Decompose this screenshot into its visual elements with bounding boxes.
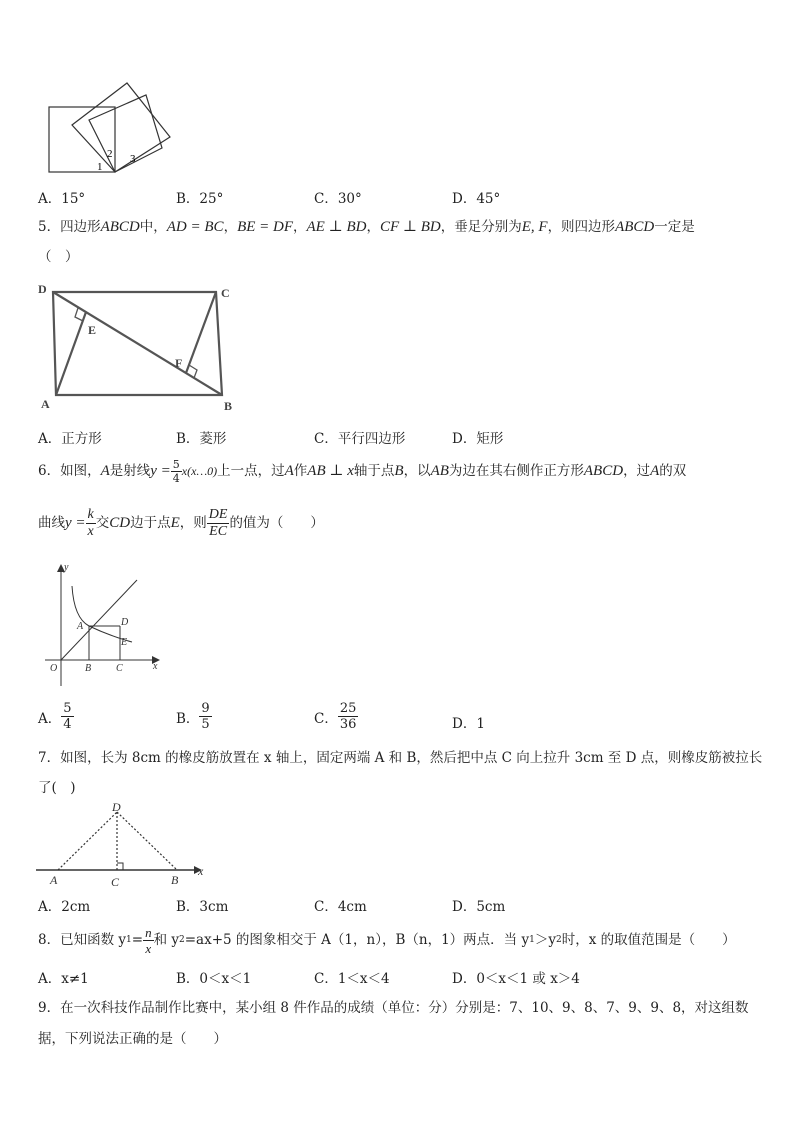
- q5-segment-cf: [186, 292, 216, 373]
- q7-right-angle: [117, 863, 123, 870]
- q6-de-over-ec: $\frac{DE}{EC}$: [208, 506, 228, 539]
- q7-figure: [36, 800, 216, 892]
- q8-n-over-x: $\frac{n}{x}$: [145, 924, 152, 956]
- q8-option-b[interactable]: B．0＜x＜1: [176, 971, 252, 987]
- q5-paren: （ ）: [38, 249, 79, 265]
- q7-label-c: C: [111, 875, 120, 889]
- q6-label-a: A: [77, 621, 84, 632]
- q7-label-x: x: [198, 864, 204, 878]
- q6-slope-fraction: $\frac{5}{4}$: [172, 457, 180, 485]
- q6-label-d: D: [121, 617, 129, 628]
- q6-stem-line1: 6．如图， A 是射线 y = $\frac{5}{4}$ x(x…0) 上一点，过 A 作 AB ⊥ x 轴于点 B ，以 AB 为边在其右侧作正方形 ABCD ，过 A 的双: [38, 457, 687, 485]
- q4-option-c[interactable]: C．30°: [314, 191, 362, 207]
- q6-figure: [40, 560, 165, 690]
- q8-stem: 8．已知函数 y 1 = $\frac{n}{x}$ 和 y 2 =ax+5 的图象相交于 A（1，n），B（n，1）两点．当 y 1 ＞y 2 时，x 的取值范围是（ ）: [38, 924, 736, 956]
- q7-option-c[interactable]: C．4cm: [314, 899, 367, 915]
- q6-option-c[interactable]: C． $\frac{25}{36}$: [314, 701, 357, 732]
- q6-label-y: y: [64, 562, 69, 573]
- q5-label-a: A: [41, 397, 50, 411]
- q5-segment-ae: [56, 312, 86, 395]
- q5-stem: 5．四边形ABCD中，AD = BC，BE = DF，AE ⊥ BD，CF ⊥ BD，垂足分别为E, F，则四边形ABCD一定是: [38, 219, 695, 235]
- q6-k-over-x: $\frac{k}{x}$: [87, 506, 94, 539]
- q7-option-a[interactable]: A．2cm: [38, 899, 91, 915]
- q8-option-a[interactable]: A．x≠1: [38, 971, 89, 987]
- q8-option-c[interactable]: C．1＜x＜4: [314, 971, 390, 987]
- q6-label-o: O: [50, 663, 58, 674]
- q5-option-c[interactable]: C．平行四边形: [314, 431, 406, 447]
- q7-label-a: A: [50, 873, 58, 887]
- q7-stem-line1: 7．如图，长为 8cm 的橡皮筋放置在 x 轴上，固定两端 A 和 B，然后把中点 C 向上拉升 3cm 至 D 点，则橡皮筋被拉长: [38, 750, 763, 766]
- q7-stem-line2: 了( ): [38, 780, 76, 796]
- q7-segment-db: [117, 812, 177, 870]
- q4-option-d[interactable]: D．45°: [452, 191, 501, 207]
- q6-label-x: x: [153, 661, 158, 672]
- q5-label-f: F: [175, 356, 183, 370]
- q5-label-e: E: [88, 323, 97, 337]
- q5-label-c: C: [221, 286, 230, 300]
- q7-option-b[interactable]: B．3cm: [176, 899, 229, 915]
- q5-figure: [36, 282, 236, 416]
- q6-label-c: C: [116, 663, 123, 674]
- q6-option-a[interactable]: A． $\frac{5}{4}$: [38, 701, 72, 732]
- q6-option-d[interactable]: D．1: [452, 716, 485, 732]
- q4-figure: [44, 80, 174, 176]
- q4-label-2: 2: [107, 148, 113, 160]
- q4-option-b[interactable]: B．25°: [176, 191, 224, 207]
- q6-stem-line2: 曲线 y = $\frac{k}{x}$ 交 CD 边于点 E ，则 $\frac{DE}{EC}$ 的值为（ ）: [38, 506, 324, 539]
- q5-label-b: B: [224, 399, 233, 413]
- q6-label-e: E: [121, 637, 128, 648]
- q6-option-b[interactable]: B． $\frac{9}{5}$: [176, 701, 210, 732]
- q7-segment-ad: [58, 812, 117, 870]
- q5-option-b[interactable]: B．菱形: [176, 431, 227, 447]
- q4-label-1: 1: [97, 161, 103, 173]
- q7-option-d[interactable]: D．5cm: [452, 899, 506, 915]
- q7-label-b: B: [171, 873, 179, 887]
- q9-stem-line1: 9．在一次科技作品制作比赛中，某小组 8 件作品的成绩（单位：分）分别是：7、10、9、8、7、9、9、8，对这组数: [38, 1000, 749, 1016]
- q5-label-d: D: [38, 282, 47, 296]
- q4-label-3: 3: [130, 153, 136, 165]
- q6-label-b: B: [85, 663, 92, 674]
- q9-stem-line2: 据，下列说法正确的是（ ）: [38, 1031, 227, 1047]
- q7-label-d: D: [112, 800, 121, 814]
- q5-option-d[interactable]: D．矩形: [452, 431, 504, 447]
- q5-option-a[interactable]: A．正方形: [38, 431, 102, 447]
- q4-option-a[interactable]: A．15°: [38, 191, 86, 207]
- q8-option-d[interactable]: D．0＜x＜1 或 x＞4: [452, 971, 580, 987]
